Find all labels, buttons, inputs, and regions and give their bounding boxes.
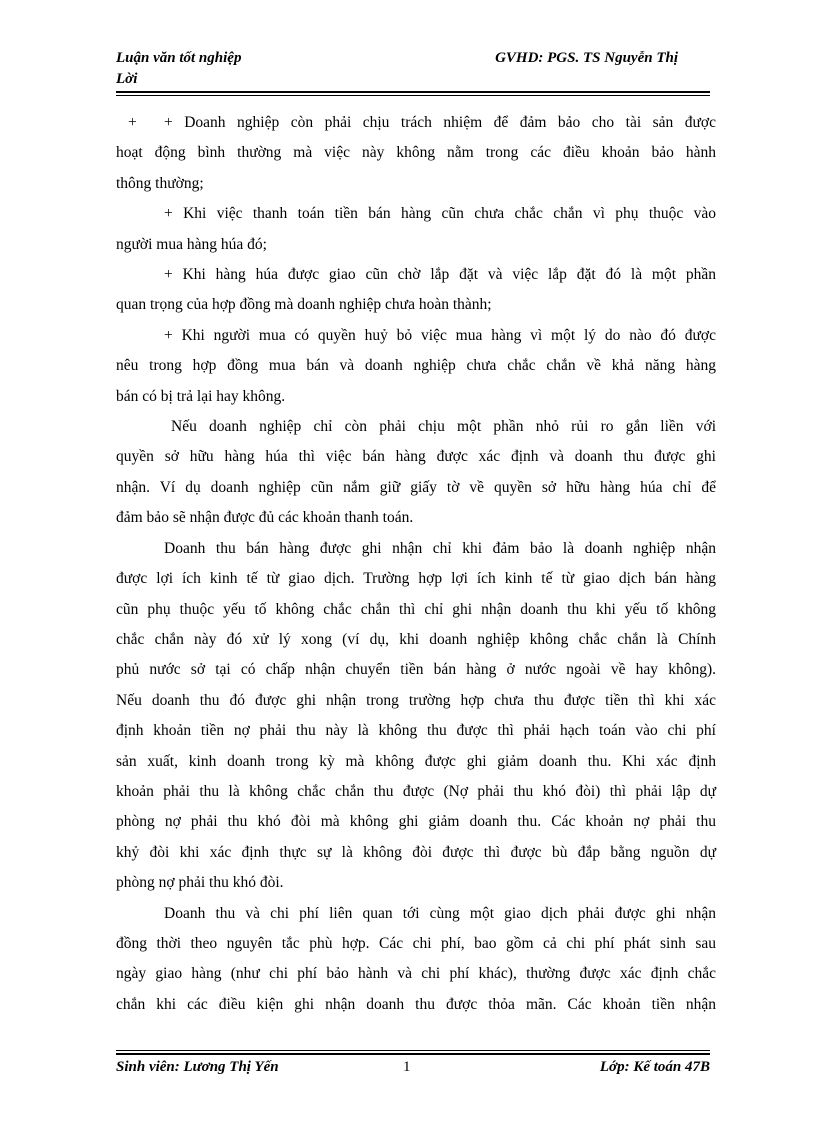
paragraph-1	[116, 108, 716, 199]
paragraph-1-line-2: hoạt động bình thường mà việc này không nằm trong các điều khoản bảo hành	[116, 144, 716, 162]
paragraph-7-line-3: ngày giao hàng (như chi phí bảo hành và chi phí khác), thường được xác định chắc	[116, 965, 716, 983]
paragraph-7	[116, 899, 716, 1021]
bullet-marker: +	[128, 114, 137, 131]
paragraph-6-line-12: phòng nợ phải thu khó đòi.	[116, 874, 284, 892]
paragraph-2-line-2: người mua hàng húa đó;	[116, 235, 267, 253]
paragraph-6-line-2: được lợi ích kinh tế từ giao dịch. Trường hợp lợi ích kinh tế từ giao dịch bán hàng	[116, 570, 716, 588]
paragraph-5-line-2: quyền sở hữu hàng húa thì việc bán hàng được xác định và doanh thu được ghi	[116, 448, 716, 466]
paragraph-6-line-7: định khoản tiền nợ phải thu này là không thu được thì phải hạch toán vào chi phí	[116, 722, 716, 740]
paragraph-4	[116, 321, 716, 412]
page-header	[116, 46, 712, 92]
paragraph-6-line-6: Nếu doanh thu đó được ghi nhận trong trường hợp chưa thu được tiền thì khi xác	[116, 691, 716, 709]
paragraph-7-line-1: Doanh thu và chi phí liên quan tới cùng một giao dịch phải được ghi nhận	[164, 904, 716, 922]
student-name: Sinh viên: Lương Thị Yến	[116, 1059, 279, 1075]
header-rule-thin	[116, 95, 710, 96]
page-body	[116, 108, 716, 1020]
paragraph-6-line-3: cũn phụ thuộc yếu tố không chắc chắn thì chỉ ghi nhận doanh thu khi yếu tố không	[116, 600, 716, 618]
class-name: Lớp: Kế toán 47B	[599, 1059, 710, 1075]
paragraph-4-line-1: + Khi người mua có quyền huỷ bỏ việc mua hàng vì một lý do nào đó được	[164, 326, 716, 344]
paragraph-2	[116, 199, 716, 260]
header-rule	[116, 91, 710, 93]
paragraph-5-line-4: đảm bảo sẽ nhận được đủ các khoản thanh toán.	[116, 509, 414, 527]
paragraph-2-line-1: + Khi việc thanh toán tiền bán hàng cũn chưa chắc chắn vì phụ thuộc vào	[164, 205, 716, 223]
paragraph-4-line-2: nêu trong hợp đồng mua bán và doanh nghiệp chưa chắc chắn về khả năng hàng	[116, 357, 716, 375]
paragraph-6-line-8: sản xuất, kinh doanh trong kỳ mà không được ghi giảm doanh thu. Khi xác định	[116, 752, 716, 770]
paragraph-3	[116, 260, 716, 321]
paragraph-5-line-3: nhận. Ví dụ doanh nghiệp cũn nắm giữ giấy tờ về quyền sở hữu hàng húa chỉ để	[116, 478, 716, 496]
paragraph-1-line-3: thông thường;	[116, 174, 204, 192]
paragraph-7-line-4: chắn khi các điều kiện ghi nhận doanh thu được thỏa mãn. Các khoản tiền nhận	[116, 995, 716, 1013]
paragraph-6-line-4: chắc chắn này đó xử lý xong (ví dụ, khi doanh nghiệp không chắc chắn là Chính	[116, 630, 716, 648]
paragraph-1-line-1: + + Doanh nghiệp còn phải chịu trách nhiệm để đảm bảo cho tài sản được	[116, 108, 716, 138]
footer-rule-thin	[116, 1050, 710, 1051]
paragraph-6-line-9: khoản phải thu là không chắc chắn thu được (Nợ phải thu khó đòi) thì phải lập dự	[116, 782, 716, 800]
paragraph-6	[116, 534, 716, 899]
supervisor: GVHD: PGS. TS Nguyễn Thị	[495, 50, 678, 66]
page-footer	[116, 1056, 712, 1080]
paragraph-3-line-1: + Khi hàng húa được giao cũn chờ lắp đặt và việc lắp đặt đó là một phần	[164, 266, 716, 284]
paragraph-3-line-2: quan trọng của hợp đồng mà doanh nghiệp chưa hoàn thành;	[116, 296, 492, 314]
paragraph-5-line-1: Nếu doanh nghiệp chỉ còn phải chịu một phần nhỏ rủi ro gắn liền với	[171, 418, 716, 436]
paragraph-7-line-2: đồng thời theo nguyên tắc phù hợp. Các chi phí, bao gồm cả chi phí phát sinh sau	[116, 934, 716, 952]
footer-rule	[116, 1053, 710, 1055]
paragraph-4-line-3: bán có bị trả lại hay không.	[116, 387, 286, 405]
paragraph-6-line-1: Doanh thu bán hàng được ghi nhận chỉ khi đảm bảo là doanh nghiệp nhận	[164, 539, 716, 557]
paragraph-6-line-11: khỷ đòi khi xác định thực sự là không đòi được thì được bù đắp bằng nguồn dự	[116, 843, 716, 861]
thesis-title: Luận văn tốt nghiệp	[116, 50, 242, 66]
paragraph-5	[116, 412, 716, 534]
paragraph-6-line-10: phòng nợ phải thu khó đòi mà không ghi giảm doanh thu. Các khoản nợ phải thu	[116, 813, 716, 831]
paragraph-6-line-5: phủ nước sở tại có chấp nhận chuyển tiền bán hàng ở nước ngoài về hay không).	[116, 661, 716, 679]
page-number: 1	[403, 1059, 411, 1075]
thesis-subtitle: Lời	[116, 71, 138, 87]
